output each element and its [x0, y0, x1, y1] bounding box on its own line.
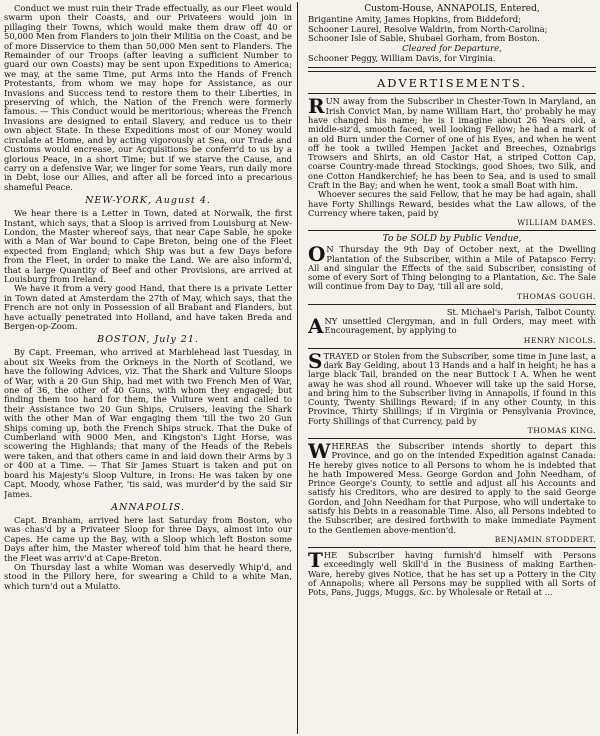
ad-text: Whoever secures the said Fellow, that he may be had again, shall have Forty Shillings Reward, besides what the Law allows, of the Currency where taken, paid by: [308, 189, 596, 218]
entered-vessel: Brigantine Amity, James Hopkins, from Biddeford;: [308, 14, 521, 24]
ad-divider: [308, 438, 596, 439]
clergyman-advertisement: [308, 308, 596, 345]
drop-cap: S: [308, 348, 323, 373]
left-column: [4, 4, 292, 732]
annapolis-paragraph: On Thursday last a white Woman was deservedly Whip'd, and stood in the Pillory here, for swearing a Child to a white Man, which turn'd out a Mulatto.: [4, 561, 292, 591]
boston-paragraph: By Capt. Freeman, who arrived at Marblehead last Tuesday, in about six Weeks from the Orkneys in the North of Scotland, we have the following Advices, viz. That the Shark and Vulture Sloops of War, with a 20 Gun Ship, had met with two French Men of War, one of 36, the other of 40 Guns, with whom they engaged; but finding them too hard for them, the Vulture went and called to their Assistance two 20 Gun Ships, Cruisers, leaving the Shark with the other Man of War engaging them 'till the two 20 Gun Ships coming up, both the French Ships struck. That the Duke of Cumberland with 9000 Men, and Kingston's Light Horse, was scowering the Highlands; that many of the Heads of the Rebels were taken, and that others came in and laid down their Arms by 3 or 400 at a Time. — That Sir James Stuart is taken and put on board his Majesty's Sloop Vulture, in Irons: He was taken by one Capt. Moody, whose Father, 'tis said, was murder'd by the said Sir James.: [4, 347, 292, 499]
ad-divider: [308, 304, 596, 305]
advertisements-heading: ADVERTISEMENTS.: [377, 76, 527, 91]
ad-text: HEREAS the Subscriber intends shortly to depart this Province, and go on the intended Expedition against Canada: He hereby gives notice to all Persons to whom he is indebted that he hath Impowered Mess. George Gordon and John Needham, of Prince George's County, to settle and adjust all his Accounts and satisfy his Creditors, who are desired to apply to the said George Gordon, and John Needham for that Purpose, who will undertake to satisfy his Debts in a reasonable Time. Also, all Persons indebted to the Subscriber, are desired forthwith to make immediate Payment to the Gentlemen above-mention'd.: [308, 440, 596, 535]
ad-divider: [308, 547, 596, 548]
section-rule: [308, 67, 596, 72]
boston-dateline: BOSTON, July 21.: [97, 334, 199, 346]
ad-signature: BENJAMIN STODDERT.: [494, 534, 596, 544]
pottery-advertisement: [308, 547, 596, 598]
ad-text: TRAYED or Stolen from the Subscriber, some time in June last, a dark Bay Gelding, about 13 Hands and a half in height; he has a large black Tail, branded on the near Buttock I A. When he went away he was shod all round. Whoever will take up the said Horse, and bring him to the Subscriber living in Annapolis, if found in this County, Twenty Shillings Reward; if in any other County, in this Province, Thirty Shillings; if in Virginia or Pensylvania Province, Forty Shillings of that Currency, paid by: [308, 350, 596, 426]
ad-signature: HENRY NICOLS.: [523, 335, 596, 345]
right-column: [308, 4, 596, 732]
newyork-paragraph: We hear there is a Letter in Town, dated at Norwalk, the first Instant, which says, that a Sloop is arrived from Louisburg at New-London, the Master whereof says, that near Cape Sable, he spoke with a Man of War bound to Cape Breton, being one of the Fleet expected from England; which Ship was but a few Days before from the Fleet, in order to make the Land. We are also inform'd, that a large Quantity of Beef and other Provisions, are arrived at Louisburg from Ireland.: [4, 208, 292, 284]
strayed-horse-advertisement: [308, 348, 596, 435]
ad-text: NY unsettled Clergyman, and in full Orders, may meet with Encouragement, by applying to: [324, 316, 596, 336]
runaway-advertisement: [308, 94, 596, 228]
drop-cap: A: [308, 314, 324, 339]
entered-vessel: Schooner Isle of Sable, Shubael Gorham, from Boston.: [308, 33, 540, 44]
ad-heading: To be SOLD by Public Vendue,: [382, 234, 522, 245]
cleared-heading: Cleared for Departure,: [402, 43, 502, 54]
opening-paragraph: Conduct we must ruin their Trade effectually, as our Fleet would swarm upon their Coasts, and our Privateers would join in pillaging their Towns, which would make them draw off 40 or 50,000 Men from Flanders to join their Militia on the Coast, and be of more Disservice to them than 50,000 Men sent to Flanders. The Remainder of our Troops (after leaving a sufficient Number to guard our own Coasts) may be sent upon Expeditions to America; we may, at the same Time, put Arms into the Hands of French Protestants, from whom we may hope for Assistance, as our Invasions and Success tend to restore them to their Liberties, in preserving of which, the Nation of the French were formerly famous. — This Conduct would be meritorious; whereas the French Invasions are designed to entail Slavery, and reduce us to their own abject State. In these Expeditions most of our Money would circulate at Home, and by acting vigorously at Sea, our Trade and Customs would encrease, our Acquisitions be conferr'd to us by a glorious Peace, in a short Time; but if we starve the Cause, and carry on a defensive War, we linger for some Years, run daily more in Debt, lose our Allies, and after all be forced into a precarious shameful Peace.: [4, 4, 292, 192]
ad-signature: THOMAS GOUGH.: [516, 291, 596, 301]
ad-divider: [308, 230, 596, 231]
entered-vessel: Schooner Laurel, Resolve Waldrin, from North-Carolina;: [308, 23, 548, 34]
cleared-vessel: Schooner Peggy, William Davis, for Virginia.: [308, 52, 496, 63]
ad-text: N Thursday the 9th Day of October next, at the Dwelling Plantation of the Subscriber, within a Mile of Patapsco Ferry: All and singular the Effects of the said Subscriber, consisting of some of every Sort of Thing belonging to a Plantation, &c. The Sale will continue from Day to Day, 'till all are sold,: [308, 244, 596, 292]
custom-house-heading: Custom-House, ANNAPOLIS, Entered,: [364, 4, 540, 14]
ad-text: HE Subscriber having furnish'd himself with Persons exceedingly well Skill'd in the Business of making Earthen-Ware, hereby gives Notice, that he has set up a Pottery in the City of Annapolis; where all Persons may be supplied with all Sorts of Pots, Pans, Juggs, Muggs, &c. by Wholesale or Retail at ...: [308, 549, 596, 598]
annapolis-dateline: ANNAPOLIS.: [111, 501, 185, 513]
column-divider: [297, 2, 298, 734]
newyork-dateline: NEW-YORK, August 4.: [85, 195, 211, 207]
newyork-paragraph: We have it from a very good Hand, that there is a private Letter in Town dated at Amsterdam the 27th of May, which says, that the French are not only in Possession of all Brabant and Flanders, but have actually penetrated into Holland, and have taken Breda and Bergen-op-Zoom.: [4, 283, 292, 331]
ad-signature: WILLIAM DAMES.: [517, 218, 596, 228]
section-rule: [308, 93, 596, 94]
drop-cap: T: [308, 547, 323, 572]
drop-cap: R: [308, 94, 325, 119]
vendue-advertisement: [308, 234, 596, 300]
departure-notice-advertisement: [308, 438, 596, 544]
ad-place: St. Michael's Parish, Talbot County.: [446, 306, 596, 317]
ad-text: UN away from the Subscriber in Chester-Town in Maryland, an Irish Convict Man, by name William Hart, tho' probably he may have changed his name; he is I imagine about 26 Years old, a middle-siz'd, smooth faced, well looking Fellow; he had a mark of an old Burn under the Corner of one of his Eyes, and when he went off he took a twilled Hempen Jacket and Breeches, Oznabrigs Trowsers and Shirts, an old Castor Hat, a striped Cotton Cap, coarse Country-made thread Stockings, good Shoes, two Silk, and one Cotton Handkerchief; he has been to Sea, and is used to small Craft in the Bay; and when he went, took a small Boat with him.: [308, 96, 596, 191]
drop-cap: O: [308, 242, 326, 267]
annapolis-paragraph: Capt. Branham, arrived here last Saturday from Boston, who was chas'd by a Privateer Sloop for three Days, almost into our Capes. He came up the Bay, with a Sloop which left Boston some Days after him, the Master whereof told him that he heard there, the Fleet was arriv'd at Cape-Breton.: [4, 514, 292, 563]
drop-cap: W: [308, 438, 331, 463]
ad-divider: [308, 348, 596, 349]
ad-signature: THOMAS KING.: [527, 425, 596, 435]
